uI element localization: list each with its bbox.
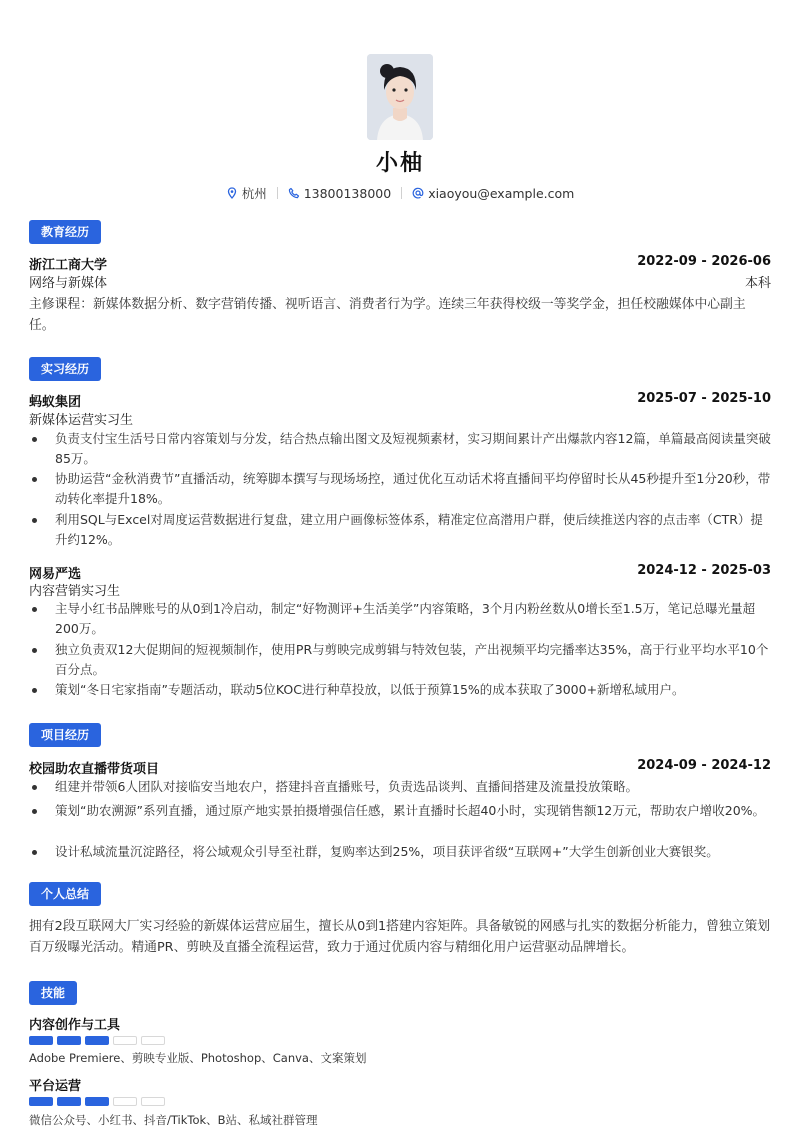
skill-level-segment-filled (57, 1036, 81, 1045)
section-badge-summary: 个人总结 (29, 882, 101, 906)
education-header (29, 254, 771, 273)
list-item (29, 429, 771, 469)
bullet-dot (32, 688, 37, 693)
section-badge-internship: 实习经历 (29, 357, 101, 381)
skill-level-segment-filled (29, 1036, 53, 1045)
major: 网络与新媒体 (29, 276, 108, 291)
bullet-text: 协助运营“金秋消费节”直播活动，统筹脚本撰写与现场场控，通过优化互动话术将直播间平均停留时长从45秒提升至1分20秒，带动转化率提升18%。 (55, 471, 771, 506)
internship-role-row (29, 580, 771, 599)
skill-description: Adobe Premiere、剪映专业版、Photoshop、Canva、文案策划 (29, 1051, 367, 1065)
bullet-text: 组建并带领6人团队对接临安当地农户，搭建抖音直播账号，负责选品谈判、直播间搭建及流量投放策略。 (55, 779, 638, 794)
bullet-text: 负责支付宝生活号日常内容策划与分发，结合热点输出图文及短视频素材，实习期间累计产出爆款内容12篇，单篇最高阅读量突破85万。 (55, 431, 771, 466)
bullet-dot (32, 648, 37, 653)
at-sign-icon (412, 187, 424, 199)
internship-role: 新媒体运营实习生 (29, 413, 134, 428)
internship-header (29, 391, 771, 410)
bullet-dot (32, 785, 37, 790)
candidate-name: 小柚 (375, 151, 424, 176)
degree: 本科 (744, 276, 771, 291)
bullet-dot (32, 809, 37, 814)
bullet-text: 独立负责双12大促期间的短视频制作，使用PR与剪映完成剪辑与特效包装，产出视频平均完播率达35%，高于行业平均水平10个百分点。 (55, 642, 769, 677)
skill-level-segment-filled (85, 1097, 109, 1106)
company-name: 网易严选 (29, 567, 82, 582)
bullet-dot (32, 607, 37, 612)
bullet-text: 利用SQL与Excel对周度运营数据进行复盘，建立用户画像标签体系，精准定位高潜用户群，使后续推送内容的点击率（CTR）提升约12%。 (55, 512, 763, 547)
list-item (29, 680, 771, 700)
contact-email (402, 186, 584, 201)
location-pin-icon (226, 187, 238, 199)
bullet-text: 策划“冬日宅家指南”专题活动，联动5位KOC进行种草投放，以低于预算15%的成本获取了3000+新增私域用户。 (55, 682, 685, 697)
internship-role: 内容营销实习生 (29, 584, 121, 599)
section-badge-skills: 技能 (29, 981, 77, 1005)
phone-text[interactable]: 13800138000 (303, 185, 392, 201)
skill-level-bar (29, 1036, 165, 1045)
bullet-dot (32, 477, 37, 482)
project-header (29, 758, 771, 777)
contact-phone (278, 186, 401, 201)
education-subheader (29, 272, 771, 291)
list-item (29, 801, 771, 821)
bullet-dot (32, 850, 37, 855)
city-text: 杭州 (241, 186, 267, 201)
bullet-dot (32, 437, 37, 442)
list-item (29, 640, 771, 680)
internship-dates: 2025-07 - 2025-10 (637, 391, 771, 406)
bullet-dot (32, 518, 37, 523)
skill-level-segment-filled (57, 1097, 81, 1106)
contact-city (216, 184, 277, 202)
skill-level-bar (29, 1097, 165, 1106)
summary-text: 拥有2段互联网大厂实习经验的新媒体运营应届生，擅长从0到1搭建内容矩阵。具备敏锐的网感与扎实的数据分析能力，曾独立策划百万级曝光活动。精通PR、剪映及直播全流程运营，致力于通过优质内容与精细化用户运营驱动品牌增长。 (29, 919, 771, 955)
project-name: 校园助农直播带货项目 (29, 762, 160, 777)
skill-title: 内容创作与工具 (29, 1018, 121, 1033)
skill-level-segment-empty (113, 1036, 137, 1045)
list-item (29, 777, 771, 797)
list-item (29, 510, 771, 550)
education-dates: 2022-09 - 2026-06 (637, 254, 771, 269)
internship-dates: 2024-12 - 2025-03 (637, 563, 771, 578)
bullet-text: 设计私域流量沉淀路径，将公域观众引导至社群，复购率达到25%，项目获评省级“互联网+”大学生创新创业大赛银奖。 (55, 844, 719, 859)
skill-title: 平台运营 (29, 1079, 82, 1094)
skill-level-segment-empty (141, 1097, 165, 1106)
internship-role-row (29, 409, 771, 428)
skill-description: 微信公众号、小红书、抖音/TikTok、B站、私域社群管理 (29, 1113, 318, 1127)
company-name: 蚂蚁集团 (29, 395, 82, 410)
education-description: 主修课程：新媒体数据分析、数字营销传播、视听语言、消费者行为学。连续三年获得校级一等奖学金，担任校融媒体中心副主任。 (29, 297, 746, 333)
project-dates: 2024-09 - 2024-12 (637, 758, 771, 773)
school-name: 浙江工商大学 (29, 258, 108, 273)
bullet-text: 策划“助农溯源”系列直播，通过原产地实景拍摄增强信任感，累计直播时长超40小时，实现销售额12万元，帮助农户增收20%。 (55, 803, 766, 818)
bullet-text: 主导小红书品牌账号的从0到1冷启动，制定“好物测评+生活美学”内容策略，3个月内粉丝数从0增长至1.5万，笔记总曝光量超200万。 (55, 601, 756, 636)
list-item (29, 599, 771, 639)
skill-level-segment-filled (85, 1036, 109, 1045)
profile-photo (367, 54, 433, 140)
skill-level-segment-empty (113, 1097, 137, 1106)
list-item (29, 842, 771, 862)
email-text[interactable]: xiaoyou@example.com (428, 185, 575, 201)
skill-level-segment-filled (29, 1097, 53, 1106)
phone-icon (288, 187, 300, 199)
skill-level-segment-empty (141, 1036, 165, 1045)
list-item (29, 469, 771, 509)
section-badge-project: 项目经历 (29, 723, 101, 747)
contact-bar (0, 184, 800, 202)
section-badge-education: 教育经历 (29, 220, 101, 244)
